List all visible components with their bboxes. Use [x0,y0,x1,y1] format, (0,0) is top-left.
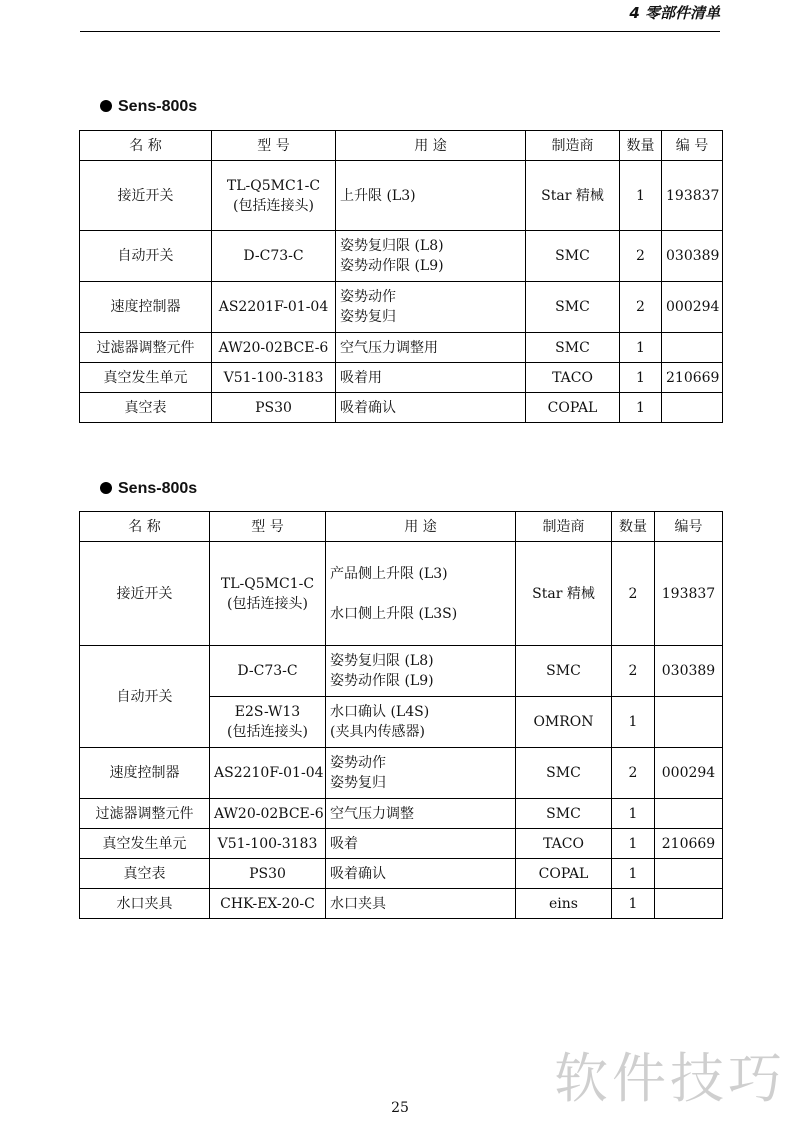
cell-model-line: E2S-W13 [234,704,301,720]
cell-model-line: (包括连接头) [233,197,314,214]
cell-maker: OMRON [516,697,612,748]
header-title: 4 零部件清单 [629,4,720,22]
cell-code: 030389 [662,231,723,282]
cell-maker: SMC [526,333,620,363]
section-title-1 [100,98,197,116]
cell-maker: COPAL [526,393,620,423]
cell-code [655,799,723,829]
section-title-2 [100,480,197,498]
cell-use: 空气压力调整 [326,799,516,829]
cell-qty: 2 [620,231,662,282]
cell-model [210,697,326,748]
cell-use-line: (夹具内传感器) [330,724,425,740]
cell-name: 真空发生单元 [80,363,212,393]
cell-use-line: 姿势动作限 (L9) [330,673,434,689]
cell-maker: SMC [516,799,612,829]
table-row [80,748,723,799]
table-row [80,363,723,393]
cell-use [326,542,516,646]
cell-name: 过滤器调整元件 [80,333,212,363]
cell-use: 空气压力调整用 [336,333,526,363]
cell-use-line: 姿势复归 [330,775,386,791]
cell-model: V51-100-3183 [212,363,336,393]
cell-qty: 2 [612,542,655,646]
cell-use: 吸着确认 [336,393,526,423]
column-header: 数量 [620,131,662,161]
cell-use [326,646,516,697]
cell-name: 接近开关 [80,542,210,646]
cell-code: 030389 [655,646,723,697]
column-header: 制造商 [526,131,620,161]
cell-model: V51-100-3183 [210,829,326,859]
cell-use: 吸着确认 [326,859,516,889]
cell-use [326,748,516,799]
cell-model: D-C73-C [210,646,326,697]
cell-code [662,333,723,363]
watermark: 软件技巧 [554,1047,786,1110]
column-header: 型 号 [210,512,326,542]
cell-qty: 1 [612,799,655,829]
table-row [80,231,723,282]
cell-model: CHK-EX-20-C [210,889,326,919]
cell-use-line: 姿势动作 [340,289,396,305]
table-header-row [80,512,723,542]
cell-use [336,231,526,282]
table-row [80,161,723,231]
cell-maker: SMC [526,231,620,282]
cell-maker: Star 精械 [526,161,620,231]
cell-use-line: 产品侧上升限 (L3) [330,565,448,582]
cell-qty: 1 [612,859,655,889]
column-header: 编 号 [662,131,723,161]
cell-qty: 1 [620,161,662,231]
column-header: 型 号 [212,131,336,161]
cell-use-line: 姿势复归限 (L8) [330,653,434,669]
cell-code: 210669 [662,363,723,393]
table-row [80,889,723,919]
cell-maker: SMC [516,748,612,799]
table-row [80,542,723,646]
table-header-row [80,131,723,161]
cell-code [655,859,723,889]
column-header: 数量 [612,512,655,542]
bullet-icon [100,100,112,112]
cell-use: 上升限 (L3) [336,161,526,231]
cell-code [662,393,723,423]
cell-qty: 2 [612,748,655,799]
cell-name: 过滤器调整元件 [80,799,210,829]
cell-maker: TACO [526,363,620,393]
cell-model-line: (包括连接头) [227,595,308,612]
cell-maker: SMC [526,282,620,333]
header-rule [80,31,720,32]
cell-name: 真空表 [80,393,212,423]
cell-code: 210669 [655,829,723,859]
cell-name: 接近开关 [80,161,212,231]
section-title-1-text: Sens-800s [118,98,198,115]
table-row [80,799,723,829]
cell-maker: COPAL [516,859,612,889]
cell-code: 193837 [655,542,723,646]
cell-model-line: TL-Q5MC1-C [220,575,315,592]
cell-use-line: 水口确认 (L4S) [330,704,430,720]
column-header: 制造商 [516,512,612,542]
cell-model-line: (包括连接头) [227,724,308,740]
cell-name: 自动开关 [80,646,210,748]
cell-model-line: TL-Q5MC1-C [226,177,321,194]
cell-use-line: 姿势动作 [330,755,386,771]
table-row [80,829,723,859]
cell-maker: TACO [516,829,612,859]
cell-use [336,282,526,333]
cell-use: 吸着用 [336,363,526,393]
cell-qty: 2 [612,646,655,697]
section-title-2-text: Sens-800s [118,480,198,497]
cell-qty: 1 [612,829,655,859]
cell-qty: 1 [612,697,655,748]
table-row [80,282,723,333]
cell-maker: eins [516,889,612,919]
table-row [80,393,723,423]
page-number: 25 [391,1100,409,1116]
column-header: 编号 [655,512,723,542]
cell-code [655,889,723,919]
cell-qty: 1 [620,363,662,393]
parts-table-2 [79,511,723,919]
table-row [80,646,723,697]
cell-use-line: 姿势复归限 (L8) [340,238,444,254]
cell-name: 真空发生单元 [80,829,210,859]
cell-model: D-C73-C [212,231,336,282]
cell-name: 真空表 [80,859,210,889]
table-row [80,333,723,363]
cell-model: PS30 [210,859,326,889]
parts-table-1 [79,130,723,423]
cell-name: 速度控制器 [80,748,210,799]
cell-model: AW20-02BCE-6 [210,799,326,829]
cell-code [655,697,723,748]
cell-name: 水口夹具 [80,889,210,919]
cell-name: 自动开关 [80,231,212,282]
cell-code: 193837 [662,161,723,231]
cell-model: AW20-02BCE-6 [212,333,336,363]
column-header: 名 称 [80,131,212,161]
cell-maker: SMC [516,646,612,697]
cell-maker: Star 精械 [516,542,612,646]
cell-qty: 2 [620,282,662,333]
cell-model [210,542,326,646]
cell-name: 速度控制器 [80,282,212,333]
column-header: 名 称 [80,512,210,542]
cell-use [326,697,516,748]
cell-model: AS2201F-01-04 [212,282,336,333]
cell-qty: 1 [620,333,662,363]
column-header: 用 途 [336,131,526,161]
cell-use-line: 水口侧上升限 (L3S) [330,605,458,622]
cell-code: 000294 [662,282,723,333]
cell-use-line: 姿势动作限 (L9) [340,258,444,274]
cell-use-line: 姿势复归 [340,309,396,325]
column-header: 用 途 [326,512,516,542]
table-row [80,859,723,889]
cell-use: 水口夹具 [326,889,516,919]
cell-use: 吸着 [326,829,516,859]
cell-model [212,161,336,231]
cell-qty: 1 [612,889,655,919]
cell-code: 000294 [655,748,723,799]
bullet-icon [100,482,112,494]
cell-qty: 1 [620,393,662,423]
cell-model: AS2210F-01-04 [210,748,326,799]
cell-model: PS30 [212,393,336,423]
